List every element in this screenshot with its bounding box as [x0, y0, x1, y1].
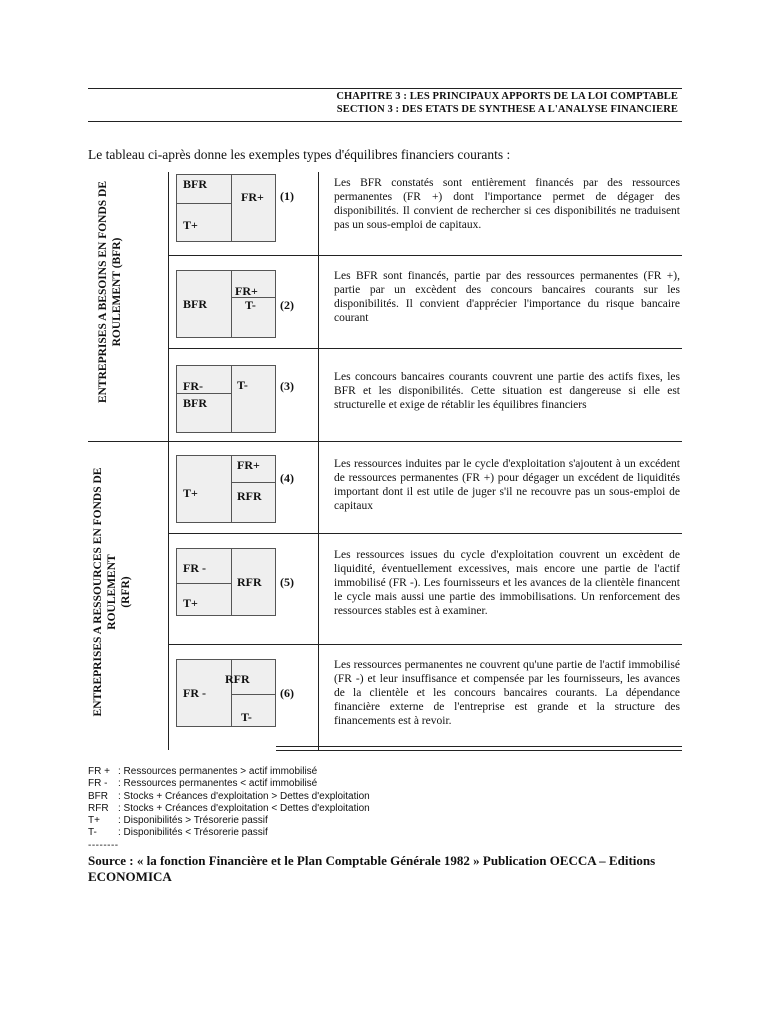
diagram-divider — [231, 456, 232, 522]
diagram-divider — [177, 583, 231, 584]
legend-text: : Disponibilités < Trésorerie passif — [118, 827, 268, 839]
diagram-divider — [231, 694, 275, 695]
intro-text: Le tableau ci-après donne les exemples types d'équilibres financiers courants : — [88, 147, 511, 162]
legend-row — [88, 791, 370, 803]
legend-text: : Stocks + Créances d'exploitation < Dettes d'exploitation — [118, 802, 370, 814]
diagram-label: T+ — [183, 218, 198, 232]
legend-row — [88, 815, 370, 827]
legend-text: : Stocks + Créances d'exploitation > Dettes d'exploitation — [118, 790, 370, 802]
legend-text: : Disponibilités > Trésorerie passif — [118, 815, 268, 827]
legend-row — [88, 803, 370, 815]
diagram-divider — [231, 660, 232, 726]
section-title: SECTION 3 : DES ETATS DE SYNTHESE A L'ANALYSE FINANCIERE — [336, 104, 678, 115]
case-description: Les BFR sont financés, partie par des ressources permanentes (FR +), partie par un excèdent des concours bancaires courants sur les disponibilités. Il convient d'apprécier l'importance du risque bancaire courant — [334, 270, 680, 324]
group-label-line: ENTREPRISES A BESOINS EN FONDS DE — [97, 180, 109, 404]
source-citation: Source : « la fonction Financière et le Plan Comptable Générale 1982 » Publication OECCA – Editions ECONOMICA — [88, 853, 656, 884]
table-bottom-border — [276, 746, 682, 747]
diagram-divider — [231, 271, 232, 337]
balance-diagram-4 — [176, 455, 276, 523]
diagram-label: FR+ — [237, 458, 260, 472]
diagram-label: RFR — [237, 575, 262, 589]
balance-diagram-3 — [176, 365, 276, 433]
group-label-line: ROULEMENT (BFR) — [111, 237, 123, 347]
diagram-label: RFR — [225, 672, 250, 686]
diagram-label: BFR — [183, 396, 207, 410]
page-header — [88, 88, 682, 122]
diagram-label: FR- — [183, 379, 203, 393]
case-description: Les ressources issues du cycle d'exploitation couvrent un excèdent de liquidité, éventuellement excessives, mais encore une partie de l'actif immobilisé (FR -). Les fournisseurs et les avances de la clientèle financent le cycle mais aussi une partie des immobilisations. Un renforcement des ressources stables est à examiner. — [334, 549, 680, 617]
balance-diagram-1 — [176, 174, 276, 242]
diagram-divider — [231, 549, 232, 615]
chapter-title: CHAPITRE 3 : LES PRINCIPAUX APPORTS DE LA LOI COMPTABLE — [336, 91, 678, 102]
legend-row — [88, 766, 370, 778]
case-number: (1) — [280, 189, 294, 203]
legend-text: : Ressources permanentes > actif immobilisé — [118, 766, 318, 777]
case-number: (3) — [280, 379, 294, 393]
legend-symbol: FR + — [88, 766, 110, 777]
row-divider — [168, 533, 682, 534]
row-divider — [168, 255, 682, 256]
group-label-bfr — [96, 162, 124, 422]
column-divider — [318, 172, 319, 750]
balance-diagram-2 — [176, 270, 276, 338]
case-number: (6) — [280, 686, 294, 700]
diagram-label: FR - — [183, 561, 206, 575]
legend-text: : Ressources permanentes < actif immobilisé — [118, 778, 318, 790]
legend-symbol: T- — [88, 827, 97, 839]
diagram-label: BFR — [183, 297, 207, 311]
diagram-label: T+ — [183, 486, 198, 500]
table-bottom-border — [276, 750, 682, 751]
legend-row — [88, 827, 370, 839]
case-number: (2) — [280, 298, 294, 312]
diagram-label: T- — [245, 298, 256, 312]
diagram-label: T- — [237, 378, 248, 392]
case-description: Les ressources permanentes ne couvrent qu'une partie de l'actif immobilisé (FR -) et leur insuffisance et compensée par les fournisseurs, les avances de la clientèle et les concours bancaires courants. La dépendance financière externe de l'entreprise est grande et la structure des financements est à revoir. — [334, 659, 680, 727]
legend-row — [88, 778, 370, 790]
diagram-divider — [177, 203, 231, 204]
diagram-divider — [231, 482, 275, 483]
group-label-line: ROULEMENT — [106, 554, 118, 630]
case-number: (4) — [280, 471, 294, 485]
row-divider — [168, 348, 682, 349]
legend-symbol: FR - — [88, 778, 108, 790]
group-label-line: (RFR) — [120, 576, 132, 608]
group-label-line: ENTREPRISES A RESSOURCES EN FONDS DE — [92, 467, 104, 717]
diagram-divider — [231, 366, 232, 432]
diagram-label: BFR — [183, 177, 207, 191]
diagram-label: RFR — [237, 489, 262, 503]
case-description: Les BFR constatés sont entièrement financés par des ressources permanentes (FR +) dont l'importance permet de dégager des disponibilités. Il convient de rechercher si ces disponibilités ne traduisent pas un sous-emploi de capitaux. — [334, 177, 680, 231]
case-description: Les concours bancaires courants couvrent une partie des actifs fixes, les BFR et les disponibilités. Cette situation est dangereuse si elle est structurelle et exige de rétablir les équilibres financiers — [334, 371, 680, 411]
legend-symbol: RFR — [88, 802, 109, 814]
diagram-divider — [231, 175, 232, 241]
table-left-border — [168, 172, 169, 750]
row-divider — [168, 644, 682, 645]
case-description: Les ressources induites par le cycle d'exploitation s'ajoutent à un excédent de ressources permanentes (FR +) pour dégager un excédent de liquidités important dont il est utile de juger s'il ne recouvre pas un sous-emploi de capitaux — [334, 458, 680, 512]
case-number: (5) — [280, 575, 294, 589]
diagram-label: T- — [241, 710, 252, 724]
diagram-label: FR+ — [235, 284, 258, 298]
balance-diagram-5 — [176, 548, 276, 616]
legend-symbol: T+ — [88, 815, 100, 827]
legend — [88, 766, 370, 852]
separator: -------- — [88, 839, 119, 851]
diagram-label: FR+ — [241, 190, 264, 204]
row-divider — [168, 441, 682, 442]
group-divider — [88, 441, 168, 442]
balance-diagram-6 — [176, 659, 276, 727]
legend-symbol: BFR — [88, 790, 108, 802]
diagram-label: T+ — [183, 596, 198, 610]
diagram-label: FR - — [183, 686, 206, 700]
group-label-rfr — [91, 452, 133, 732]
